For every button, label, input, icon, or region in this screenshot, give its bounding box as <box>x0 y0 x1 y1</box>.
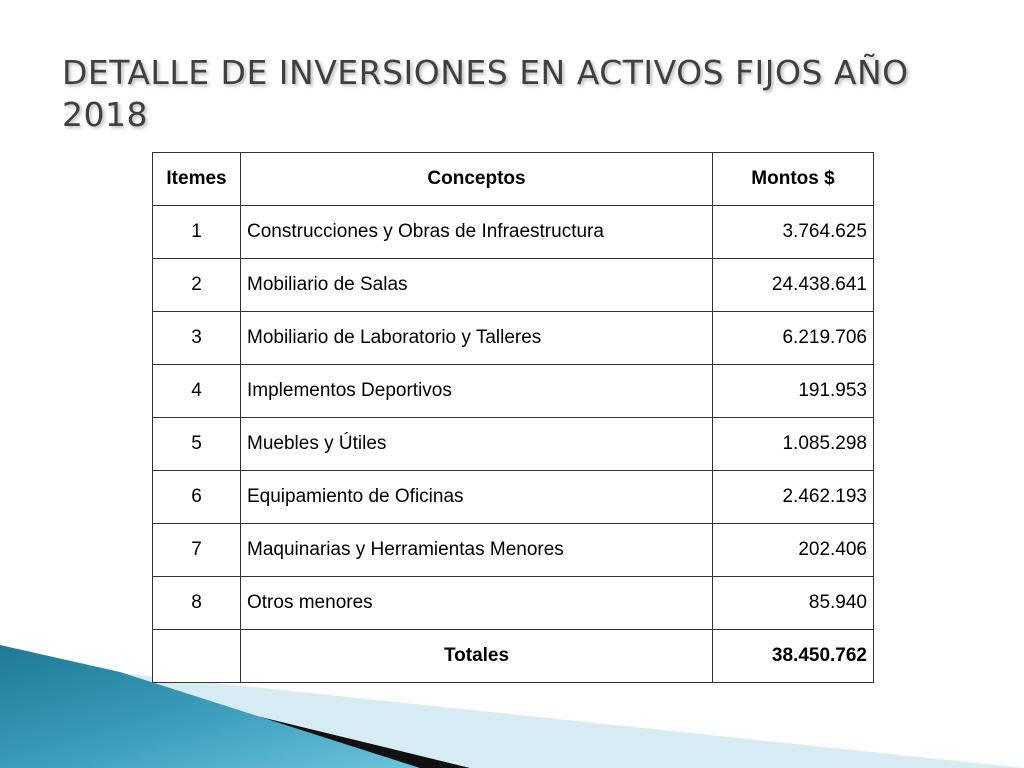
row-concept: Construcciones y Obras de Infraestructura <box>241 206 713 259</box>
row-amount: 1.085.298 <box>713 418 874 471</box>
black-stripe <box>60 668 470 768</box>
table-row <box>153 524 874 577</box>
totals-row <box>153 630 874 683</box>
row-concept: Mobiliario de Laboratorio y Talleres <box>241 312 713 365</box>
table-row <box>153 365 874 418</box>
row-concept: Mobiliario de Salas <box>241 259 713 312</box>
row-item: 8 <box>153 577 241 630</box>
row-item: 4 <box>153 365 241 418</box>
table-row <box>153 418 874 471</box>
totals-label: Totales <box>241 630 713 683</box>
row-item: 5 <box>153 418 241 471</box>
row-item: 7 <box>153 524 241 577</box>
row-concept: Implementos Deportivos <box>241 365 713 418</box>
slide-title: DETALLE DE INVERSIONES EN ACTIVOS FIJOS AÑO 2018 <box>62 53 909 134</box>
row-amount: 202.406 <box>713 524 874 577</box>
table-header-row <box>153 153 874 206</box>
table-row <box>153 259 874 312</box>
row-concept: Muebles y Útiles <box>241 418 713 471</box>
table-row <box>153 312 874 365</box>
row-amount: 2.462.193 <box>713 471 874 524</box>
investment-table <box>152 152 874 683</box>
header-concept: Conceptos <box>241 153 713 206</box>
totals-empty-cell <box>153 630 241 683</box>
totals-amount: 38.450.762 <box>713 630 874 683</box>
row-concept: Equipamiento de Oficinas <box>241 471 713 524</box>
pale-blue-band <box>110 672 1024 768</box>
row-amount: 3.764.625 <box>713 206 874 259</box>
table-row <box>153 577 874 630</box>
row-item: 6 <box>153 471 241 524</box>
header-amount: Montos $ <box>713 153 874 206</box>
row-amount: 191.953 <box>713 365 874 418</box>
row-amount: 24.438.641 <box>713 259 874 312</box>
row-item: 3 <box>153 312 241 365</box>
row-amount: 85.940 <box>713 577 874 630</box>
table-row <box>153 206 874 259</box>
table-row <box>153 471 874 524</box>
row-concept: Otros menores <box>241 577 713 630</box>
row-amount: 6.219.706 <box>713 312 874 365</box>
header-item: Itemes <box>153 153 241 206</box>
row-concept: Maquinarias y Herramientas Menores <box>241 524 713 577</box>
row-item: 1 <box>153 206 241 259</box>
row-item: 2 <box>153 259 241 312</box>
